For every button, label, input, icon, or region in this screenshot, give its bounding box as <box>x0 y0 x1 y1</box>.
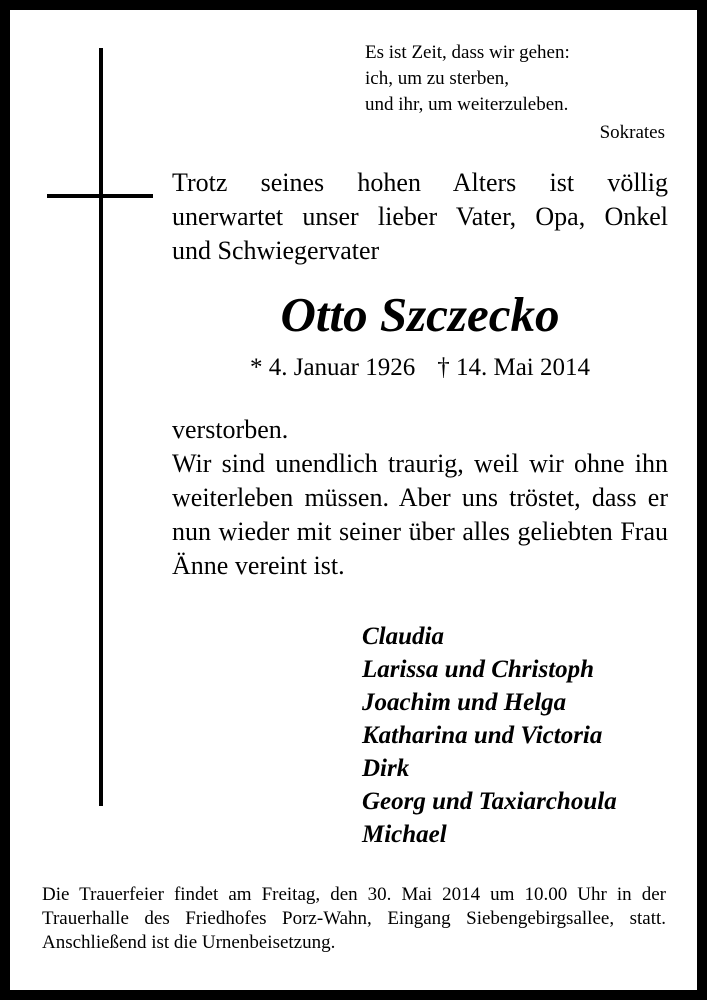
death-date: † 14. Mai 2014 <box>437 354 591 381</box>
cross-vertical-bar <box>99 48 103 806</box>
funeral-notice: Die Trauerfeier findet am Freitag, den 30. Mai 2014 um 10.00 Uhr in der Trauerhalle des Friedhofes Porz-Wahn, Eingang Siebengebirgsallee, statt. Anschließend ist die Urnenbeisetzung. <box>42 884 666 953</box>
mourner-name: Larissa und Christoph <box>362 656 595 683</box>
quote-author: Sokrates <box>599 122 665 143</box>
quote-line: Es ist Zeit, dass wir gehen: <box>365 42 570 63</box>
body-text <box>172 413 668 583</box>
deceased-name: Otto Szczecko <box>280 287 560 342</box>
life-dates <box>172 351 668 385</box>
mourner-name: Michael <box>362 821 447 848</box>
intro-text <box>172 166 668 268</box>
body-word: verstorben. <box>172 415 289 444</box>
intro-line: unerwartet unser lieber Vater, Opa, Onkel <box>172 202 668 231</box>
quote-line: ich, um zu sterben, <box>365 68 510 89</box>
mourner-name: Claudia <box>362 623 444 650</box>
cross-horizontal-bar <box>47 194 153 198</box>
mourner-name: Katharina und Victoria <box>362 722 603 749</box>
birth-date: * 4. Januar 1926 <box>249 354 416 381</box>
mourners-list <box>362 620 617 851</box>
body-statement: Wir sind unendlich traurig, weil wir ohne ihn weiterleben müssen. Aber uns tröstet, dass er nun wieder mit seiner über alles geliebten Frau Änne vereint ist. <box>172 449 668 580</box>
quote-line: und ihr, um weiterzuleben. <box>365 94 569 115</box>
intro-line: und Schwiegervater <box>172 236 380 265</box>
mourner-name: Georg und Taxiarchoula <box>362 788 617 815</box>
mourner-name: Joachim und Helga <box>362 689 567 716</box>
quote-block <box>365 40 665 146</box>
intro-line: Trotz seines hohen Alters ist völlig <box>172 168 668 197</box>
mourner-name: Dirk <box>362 755 410 782</box>
